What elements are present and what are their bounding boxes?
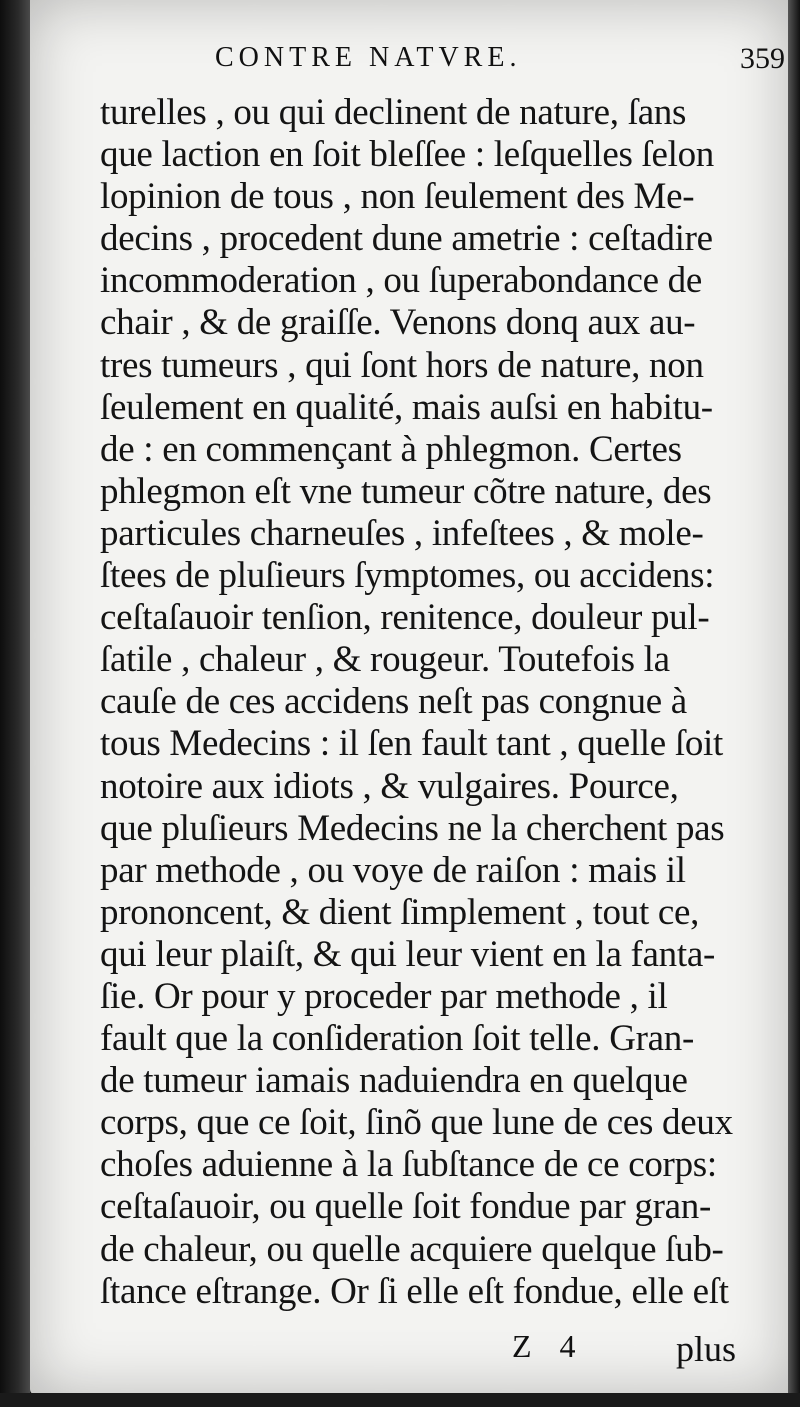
page-header bbox=[0, 42, 800, 82]
text-line: par methode , ou voye de raiſon : mais il bbox=[100, 849, 686, 891]
text-line: lopinion de tous , non ſeulement des Me- bbox=[100, 176, 695, 218]
text-line: ſatile , chaleur , & rougeur. Toutefois la bbox=[100, 639, 670, 681]
text-line: chair , & de graiſſe. Venons donq aux au- bbox=[100, 302, 696, 344]
text-line: corps, que ce ſoit, ſinõ que lune de ces deux bbox=[100, 1102, 733, 1144]
text-line: incommoderation , ou ſuperabondance de bbox=[100, 260, 702, 302]
text-line: ſtance eſtrange. Or ſi elle eſt fondue, elle eſt bbox=[100, 1270, 729, 1312]
scan-bottom-edge bbox=[0, 1393, 800, 1407]
text-line: que pluſieurs Medecins ne la cherchent pas bbox=[100, 807, 725, 849]
text-line: de chaleur, ou quelle acquiere quelque ſub- bbox=[100, 1228, 724, 1270]
text-line: decins , procedent dune ametrie : ceſtadire bbox=[100, 218, 713, 260]
text-line: tous Medecins : il ſen fault tant , quelle ſoit bbox=[100, 723, 723, 765]
text-line: choſes aduienne à la ſubſtance de ce corps: bbox=[100, 1144, 717, 1186]
text-line: cauſe de ces accidens neſt pas congnue à bbox=[100, 681, 687, 723]
text-line: de : en commençant à phlegmon. Certes bbox=[100, 428, 682, 470]
catchword: plus bbox=[676, 1329, 737, 1369]
text-line: fault que la conſideration ſoit telle. Gran- bbox=[100, 1018, 694, 1060]
running-head: CONTRE NATVRE. bbox=[215, 42, 522, 73]
text-line: prononcent, & dient ſimplement , tout ce, bbox=[100, 891, 700, 933]
page-footer bbox=[0, 1328, 800, 1372]
text-line: tres tumeurs , qui ſont hors de nature, non bbox=[100, 344, 704, 386]
page-number: 359 bbox=[740, 42, 785, 75]
text-line: ſtees de pluſieurs ſymptomes, ou accidens: bbox=[100, 555, 715, 597]
page-edge-shadow bbox=[788, 0, 800, 1407]
text-line: particules charneuſes , infeſtees , & mole- bbox=[100, 512, 704, 554]
body-text bbox=[100, 92, 750, 1313]
text-line: notoire aux idiots , & vulgaires. Pource, bbox=[100, 765, 679, 807]
text-line: turelles , ou qui declinent de nature, ſans bbox=[100, 92, 687, 133]
text-line: ſie. Or pour y proceder par methode , il bbox=[100, 975, 668, 1017]
text-line: ſeulement en qualité, mais auſsi en habitu- bbox=[100, 386, 713, 428]
text-line: qui leur plaiſt, & qui leur vient en la fanta- bbox=[100, 933, 716, 975]
text-line: ceſtaſauoir, ou quelle ſoit fondue par gran- bbox=[100, 1186, 711, 1228]
book-gutter-shadow bbox=[0, 0, 30, 1407]
signature-mark: Z 4 bbox=[512, 1328, 586, 1364]
text-line: phlegmon eſt vne tumeur cõtre nature, des bbox=[100, 470, 712, 512]
text-line: de tumeur iamais naduiendra en quelque bbox=[100, 1060, 688, 1102]
text-line: que laction en ſoit bleſſee : leſquelles ſelon bbox=[100, 134, 714, 176]
text-line: ceſtaſauoir tenſion, renitence, douleur pul- bbox=[100, 597, 710, 639]
